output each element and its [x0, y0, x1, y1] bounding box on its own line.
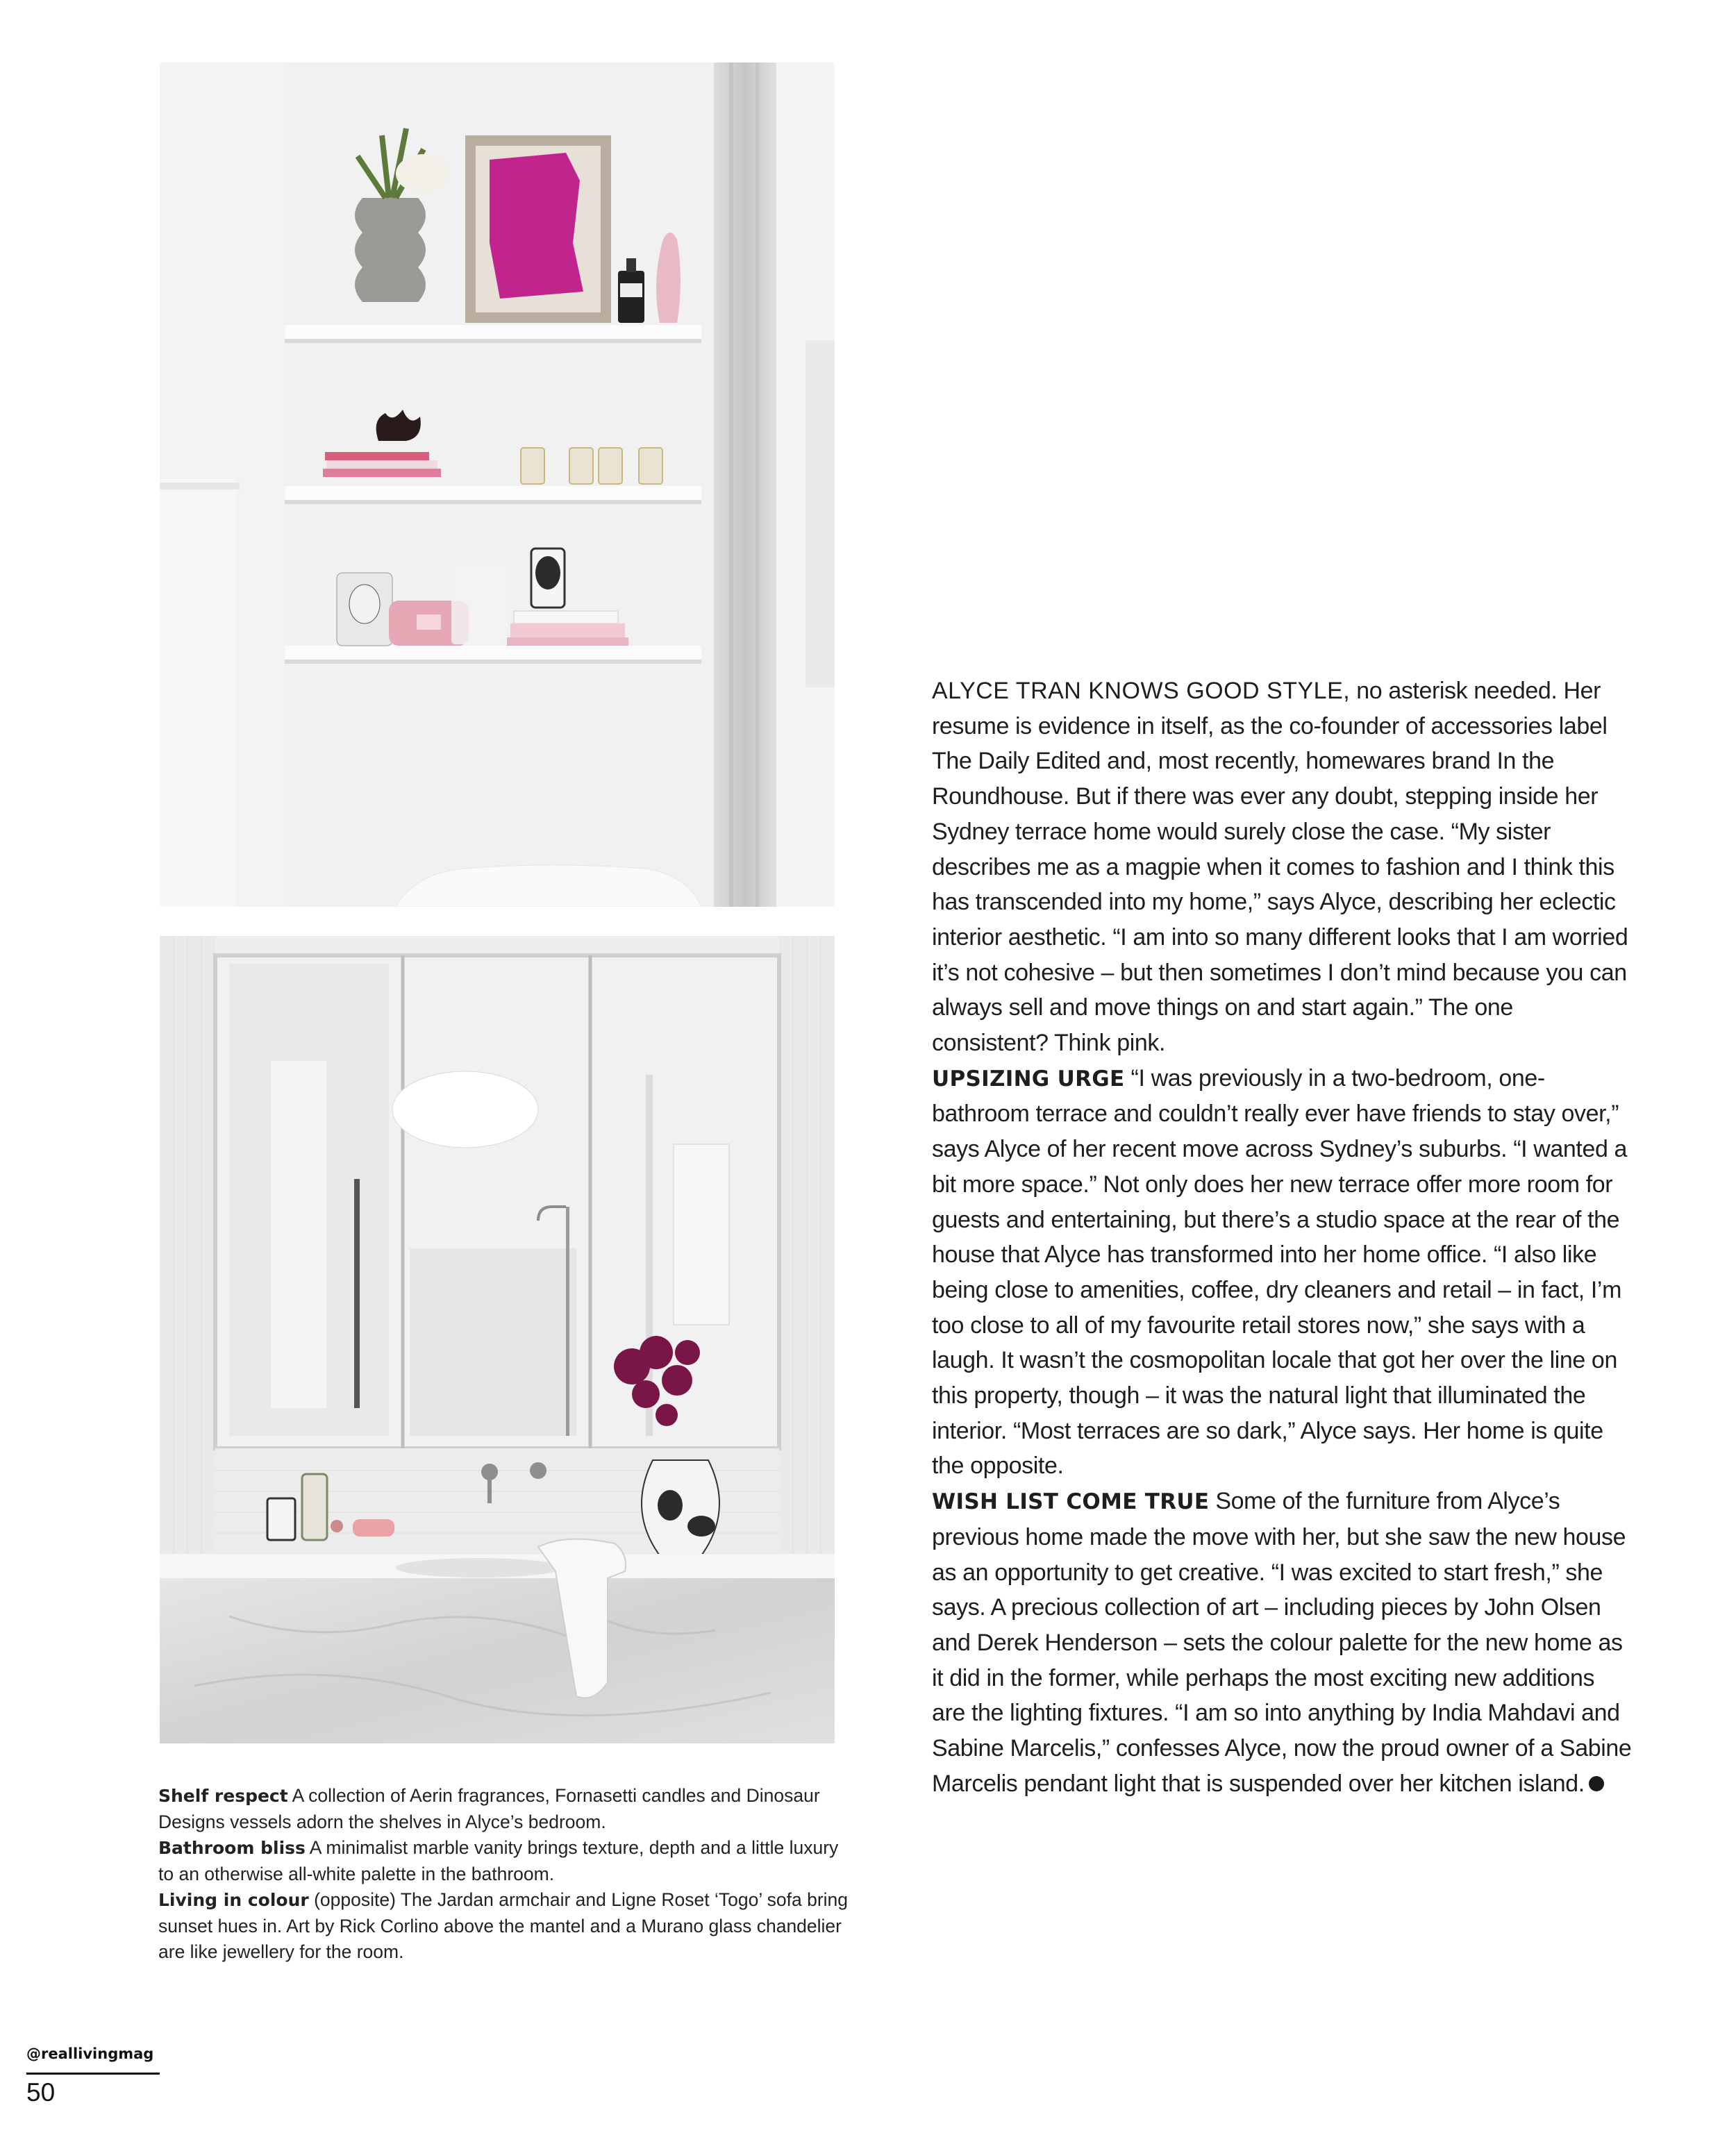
- article-paragraph-upsizing: UPSIZING URGE “I was previously in a two-bedroom, one-bathroom terrace and couldn’t really ever have friends to stay over,” says Alyce of her recent move across Sydney’s suburbs. “I wanted a bit more space.” Not only does her new terrace offer more room for guests and entertaining, but there’s a studio space at the rear of the house that Alyce has transformed into her home office. “I also like being close to amenities, coffee, dry cleaners and retail – in fact, I’m too close to all of my favourite retail stores now,” she says with a laugh. It wasn’t the cosmopolitan locale that got her over the line on this property, though – it was the natural light that illuminated the interior. “Most terraces are so dark,” Alyce says. Her home is quite the opposite.: [932, 1064, 1628, 1480]
- photo-captions: [158, 1783, 853, 1966]
- page-number: 50: [26, 2078, 56, 2107]
- article-lead-in: ALYCE TRAN KNOWS GOOD STYLE,: [932, 678, 1351, 704]
- caption-bathroom-bliss: Bathroom bliss A minimalist marble vanity brings texture, depth and a little luxury to an otherwise all-white palette in the bathroom.: [158, 1837, 839, 1884]
- article-paragraph-intro: ALYCE TRAN KNOWS GOOD STYLE, no asterisk needed. Her resume is evidence in itself, as the co-founder of accessories label The Daily Edited and, most recently, homewares brand In the Roundhouse. But if there was ever any doubt, stepping inside her Sydney terrace home would surely close the case. “My sister describes me as a magpie when it comes to fashion and I think this has transcended into my home,” says Alyce, describing her eclectic interior aesthetic. “I am into so many different looks that I am worried it’s not cohesive – but then sometimes I don’t mind because you can always sell and move things on and start again.” The one consistent? Think pink.: [932, 678, 1628, 1057]
- caption-living-in-colour: Living in colour (opposite) The Jardan armchair and Ligne Roset ‘Togo’ sofa bring sunset hues in. Art by Rick Corlino above the mantel and a Murano glass chandelier are like jewellery for the room.: [158, 1889, 849, 1962]
- caption-shelf-respect: Shelf respect A collection of Aerin fragrances, Fornasetti candles and Dinosaur Designs vessels adorn the shelves in Alyce’s bedroom.: [158, 1785, 820, 1832]
- social-handle: @reallivingmag: [26, 2045, 154, 2062]
- bedroom-shelves-photo: [160, 62, 835, 907]
- article-body: [932, 673, 1633, 1802]
- bathroom-vanity-photo: [160, 936, 835, 1743]
- subhead-upsizing-urge: UPSIZING URGE: [932, 1066, 1125, 1091]
- end-of-article-icon: [1589, 1776, 1604, 1791]
- subhead-wish-list: WISH LIST COME TRUE: [932, 1489, 1210, 1515]
- footer-rule: [26, 2073, 160, 2075]
- article-paragraph-wishlist: WISH LIST COME TRUE Some of the furniture from Alyce’s previous home made the move with her, but she saw the new house as an opportunity to get creative. “I was excited to start fresh,” she says. A precious collection of art – including pieces by John Olsen and Derek Henderson – sets the colour palette for the new home as it did in the former, while perhaps the most exciting new additions are the lighting fixtures. “I am so into anything by India Mahdavi and Sabine Marcelis,” confesses Alyce, now the proud owner of a Sabine Marcelis pendant light that is suspended over her kitchen island.: [932, 1488, 1632, 1797]
